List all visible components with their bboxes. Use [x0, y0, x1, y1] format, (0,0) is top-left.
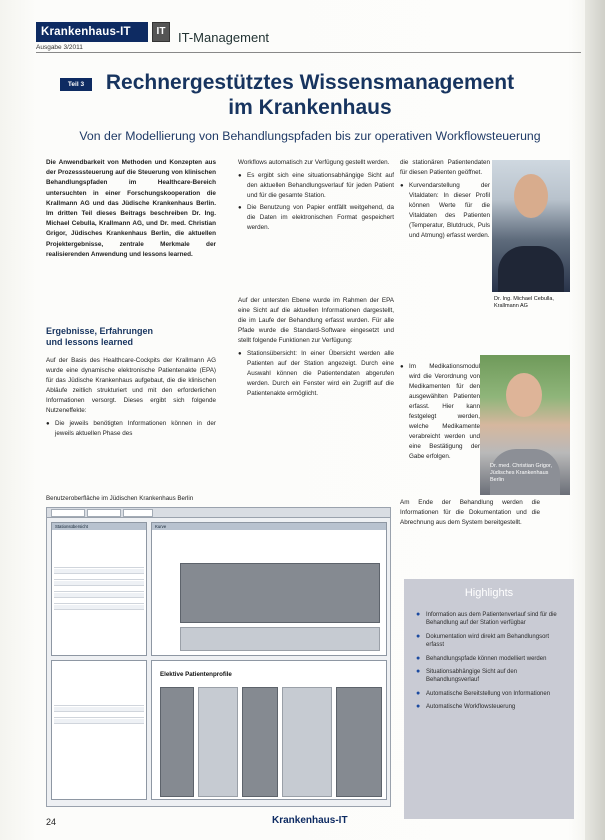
col2-bullet-2: ● Die Benutzung von Papier entfällt weitgehend, da die Daten im elektronischen Format gespeichert werden.	[238, 203, 394, 233]
figure-tab-2	[87, 509, 121, 517]
author-photo-1	[492, 160, 570, 292]
highlight-item: ● Automatische Bereitstellung von Informationen	[416, 690, 568, 698]
lead-paragraph: Die Anwendbarkeit von Methoden und Konzepten aus der Prozesssteuerung auf die Steuerung von klinischen Behandlungspfaden im Healthcare-Bereich untersuchten in einer Forschungskooperation die Krallmann AG und das Jüdische Krankenhaus Berlin. Im dritten Teil dieses Beitrags beschreiben Dr. Ing. Michael Cebulla, Krallmann AG, und Dr. med. Christian Grigor, Jüdisches Krankenhaus Berlin, die aktuellen Projektergebnisse, zentrale Merkmale der realisierenden Anwendung und lessons learned.	[46, 159, 216, 258]
col2-bullet-list	[238, 171, 394, 233]
col2-bullet-1: ● Es ergibt sich eine situationsabhängige Sicht auf den aktuellen Behandlungsverlauf für jeden Patient und für die gesamte Station.	[238, 171, 394, 201]
highlight-item: ● Information aus dem Patientenverlauf sind für die Behandlung auf der Station verfügbar	[416, 611, 568, 628]
profile-column-2	[198, 687, 238, 797]
section-title: IT-Management	[178, 30, 270, 45]
col2-paragraph: Auf der untersten Ebene wurde im Rahmen der EPA eine Sicht auf die aktuellen Informationen dargestellt, die im Laufe der Behandlung erfasst wurden. Für alle Pfade wurde die Standard-Software eingesetzt und stellt folgende Funktionen zur Verfügung:	[238, 297, 394, 344]
col2-bullet-3: ● Stationsübersicht: In einer Übersicht werden alle Patienten auf der Station angezeigt. Durch eine Auswahl können die Patientendaten abgerufen werden. Durch ein Fenster wird ein Zugriff auf die Patientenakte ermöglicht.	[238, 349, 394, 399]
col3-tail: Am Ende der Behandlung werden die Informationen für die Dokumentation und die Abrechnung aus dem System bereitgestellt.	[400, 499, 540, 526]
author-1-face	[514, 174, 548, 218]
column-3-lower	[400, 498, 540, 531]
author-caption-1: Dr. Ing. Michael Cebulla, Krallmann AG	[494, 296, 554, 309]
section-heading-line-2: und lessons learned	[46, 337, 134, 347]
figure-caption: Benutzeroberfläche im Jüdischen Krankenhaus Berlin	[46, 495, 194, 502]
highlights-list	[416, 611, 568, 717]
author-1-suit	[498, 246, 564, 292]
chart-table	[180, 627, 380, 651]
column-1	[46, 356, 216, 441]
software-screenshot-figure	[46, 507, 391, 807]
section-heading-line-1: Ergebnisse, Erfahrungen	[46, 326, 154, 336]
title-line-1: Rechnergestütztes Wissensmanagement	[105, 71, 515, 94]
column-2	[238, 158, 394, 235]
profile-column-3	[242, 687, 278, 797]
panel-station-overview	[51, 522, 147, 656]
col1-bullet-list	[46, 419, 216, 439]
highlight-item: ● Dokumentation wird direkt am Behandlungsort erfasst	[416, 633, 568, 650]
col1-paragraph: Auf der Basis des Healthcare-Cockpits der Krallmann AG wurde eine dynamische elektronische Patientenakte (EPA) für das Jüdische Krankenhaus aufgebaut, die die klinischen Abläufe zeitlich strukturiert und mit den erforderlichen Informationen versorgt. Dieses ergibt sich folgende Nutzeneffekte:	[46, 357, 216, 414]
figure-tab-3	[123, 509, 153, 517]
highlight-item: ● Automatische Workflowsteuerung	[416, 703, 568, 711]
highlight-item: ● Situationsabhängige Sicht auf den Behandlungsverlauf	[416, 668, 568, 685]
page-spine	[585, 0, 605, 840]
footer-logo: Krankenhaus-IT	[272, 815, 348, 826]
part-badge: Teil 3	[60, 78, 92, 91]
column-3	[400, 158, 490, 243]
article-subtitle: Von der Modellierung von Behandlungspfaden bis zur operativen Workflowsteuerung	[79, 129, 541, 143]
title-line-2: im Krankenhaus	[228, 96, 392, 119]
col3-bullet-2: ● Im Medikationsmodul wird die Verordnung von Medikamenten für den ausgewählten Patienten erfasst. Hier kann festgelegt werden, welche Medikamente verabreicht werden und eine Bestätigung der Gabe erfolgen.	[400, 362, 480, 462]
header-rule	[36, 52, 581, 53]
col3-bullet-list-2	[400, 362, 480, 462]
article-title	[100, 70, 520, 120]
patient-profile-heading: Elektive Patientenprofile	[160, 671, 232, 678]
col3-bullet-list	[400, 181, 490, 241]
col2-top: Workflows automatisch zur Verfügung gestellt werden.	[238, 159, 390, 166]
profile-column-1	[160, 687, 194, 797]
highlight-item: ● Behandlungspfade können modelliert werden	[416, 655, 568, 663]
col3-bullet-1: ● Kurvendarstellung der Vitaldaten: In dieser Profil können Werte für die Vitaldaten des Patienten (Temperatur, Blutdruck, Puls und Atmung) erfasst werden.	[400, 181, 490, 241]
col3-top: die stationären Patientendaten für diesen Patienten geöffnet.	[400, 159, 490, 176]
panel-patient-list	[51, 660, 147, 800]
highlights-title: Highlights	[464, 587, 514, 599]
panel-vital-chart	[151, 522, 387, 656]
author-2-face	[506, 373, 542, 417]
figure-tab-bar	[47, 508, 391, 518]
chart-area	[180, 563, 380, 623]
author-caption-2: Dr. med. Christian Grigor, Jüdisches Krankenhaus Berlin	[490, 463, 553, 483]
profile-column-4	[282, 687, 332, 797]
col1-bullet: ● Die jeweils benötigten Informationen können in der jeweils aktuellen Phase des	[46, 419, 216, 439]
profile-column-5	[336, 687, 382, 797]
column-3-middle	[400, 362, 480, 464]
col2-bullet-list-2	[238, 349, 394, 399]
section-heading	[46, 326, 216, 348]
panel-vital-chart-bar: Kurve	[152, 523, 386, 530]
figure-tab-1	[51, 509, 85, 517]
magazine-logo: Krankenhaus-IT	[36, 22, 148, 42]
column-2-lower	[238, 296, 394, 401]
section-badge: IT	[152, 22, 170, 42]
highlights-box	[404, 579, 574, 819]
issue-label: Ausgabe 3/2011	[36, 44, 83, 51]
panel-patient-profile	[151, 660, 387, 800]
panel-station-overview-bar: Stationsübersicht	[52, 523, 146, 530]
page-number: 24	[46, 817, 57, 827]
